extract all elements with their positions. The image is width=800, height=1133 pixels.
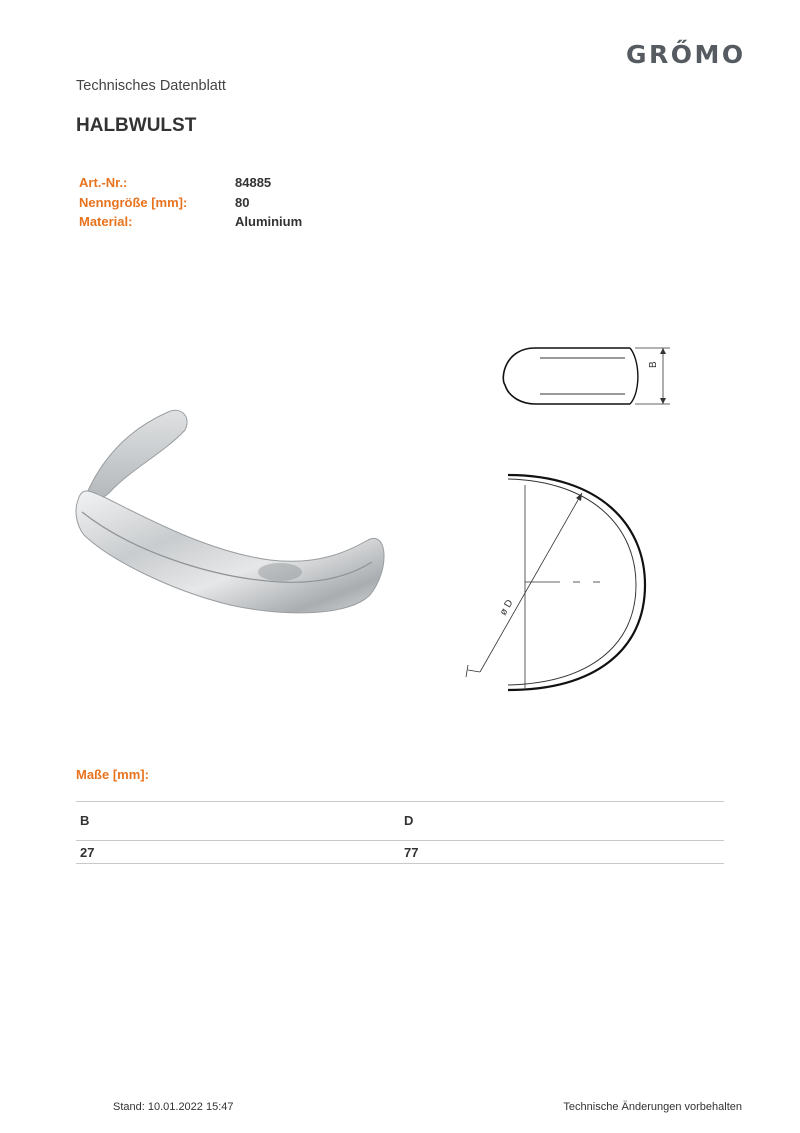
document-type: Technisches Datenblatt (76, 78, 226, 94)
spec-value: Aluminium (235, 214, 303, 229)
footer-note: Technische Änderungen vorbehalten (563, 1101, 742, 1113)
table-cell-b: 27 (80, 845, 95, 860)
column-header-b: B (80, 813, 90, 828)
dimension-label-d: ø D (498, 598, 516, 618)
spec-label: Material: (79, 214, 133, 229)
dimensions-table (76, 801, 724, 865)
front-view-drawing (460, 465, 660, 705)
table-rule (76, 863, 724, 864)
dimension-label-b: B (648, 361, 659, 368)
product-title: HALBWULST (76, 115, 197, 136)
table-cell-d: 77 (404, 845, 419, 860)
spec-value: 84885 (235, 175, 272, 190)
footer-date: Stand: 10.01.2022 15:47 (113, 1101, 234, 1113)
spec-label: Nenngröße [mm]: (79, 195, 188, 210)
brand-logo: GRŐMO (626, 40, 746, 69)
table-rule (76, 801, 724, 802)
dimensions-heading: Maße [mm]: (76, 767, 149, 782)
table-rule (76, 840, 724, 841)
product-photo (70, 400, 390, 640)
spec-label: Art.-Nr.: (79, 175, 128, 190)
column-header-d: D (404, 813, 414, 828)
profile-drawing (495, 340, 675, 415)
spec-value: 80 (235, 195, 250, 210)
